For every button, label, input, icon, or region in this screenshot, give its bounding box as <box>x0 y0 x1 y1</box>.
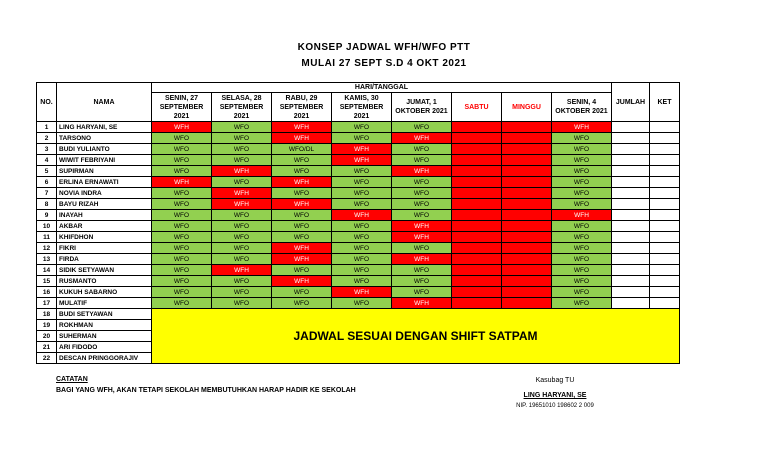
schedule-cell: WFO <box>552 188 612 199</box>
header-day: JUMAT, 1 OKTOBER 2021 <box>392 93 452 122</box>
schedule-cell: WFO <box>392 155 452 166</box>
schedule-cell <box>452 144 502 155</box>
schedule-cell <box>452 265 502 276</box>
schedule-cell <box>452 276 502 287</box>
row-number: 4 <box>37 155 57 166</box>
ket-cell <box>650 254 680 265</box>
table-row <box>37 309 680 320</box>
table-row <box>37 298 680 309</box>
table-row <box>37 133 680 144</box>
row-number: 20 <box>37 331 57 342</box>
schedule-cell: WFH <box>332 287 392 298</box>
ket-cell <box>650 144 680 155</box>
schedule-cell: WFO <box>152 243 212 254</box>
schedule-cell: WFO <box>552 232 612 243</box>
schedule-cell: WFO <box>332 232 392 243</box>
schedule-cell: WFO <box>272 265 332 276</box>
schedule-cell: WFO <box>332 177 392 188</box>
schedule-cell: WFO <box>152 276 212 287</box>
employee-name: AKBAR <box>57 221 152 232</box>
employee-name: ERLINA ERNAWATI <box>57 177 152 188</box>
row-number: 16 <box>37 287 57 298</box>
schedule-cell <box>452 254 502 265</box>
ket-cell <box>650 188 680 199</box>
schedule-cell: WFH <box>272 243 332 254</box>
schedule-cell: WFO <box>272 188 332 199</box>
schedule-cell: WFH <box>392 166 452 177</box>
table-row <box>37 221 680 232</box>
table-row <box>37 155 680 166</box>
header-nama: NAMA <box>57 83 152 122</box>
schedule-cell: WFO <box>392 122 452 133</box>
employee-name: MULATIF <box>57 298 152 309</box>
header-day-weekend: MINGGU <box>502 93 552 122</box>
schedule-cell <box>502 276 552 287</box>
employee-name: SIDIK SETYAWAN <box>57 265 152 276</box>
schedule-cell: WFH <box>272 199 332 210</box>
schedule-cell: WFO <box>212 287 272 298</box>
ket-cell <box>650 155 680 166</box>
schedule-cell <box>452 243 502 254</box>
header-no: NO. <box>37 83 57 122</box>
notes <box>56 376 356 394</box>
table-row <box>37 232 680 243</box>
schedule-cell <box>502 133 552 144</box>
schedule-cell: WFO <box>272 287 332 298</box>
table-row <box>37 276 680 287</box>
schedule-cell: WFO <box>152 254 212 265</box>
schedule-cell: WFO <box>272 232 332 243</box>
ket-cell <box>650 276 680 287</box>
schedule-cell: WFO <box>332 221 392 232</box>
header-day: SENIN, 27 SEPTEMBER 2021 <box>152 93 212 122</box>
ket-cell <box>650 177 680 188</box>
ket-cell <box>650 287 680 298</box>
schedule-cell: WFO <box>212 144 272 155</box>
schedule-cell <box>452 122 502 133</box>
table-row <box>37 243 680 254</box>
schedule-cell: WFO <box>212 155 272 166</box>
jumlah-cell <box>612 199 650 210</box>
schedule-cell: WFH <box>212 188 272 199</box>
schedule-cell <box>452 298 502 309</box>
table-row <box>37 210 680 221</box>
schedule-cell: WFH <box>552 122 612 133</box>
header-day: KAMIS, 30 SEPTEMBER 2021 <box>332 93 392 122</box>
employee-name: ROKHMAN <box>57 320 152 331</box>
schedule-cell: WFO <box>212 254 272 265</box>
employee-name: INAYAH <box>57 210 152 221</box>
schedule-cell: WFO <box>152 265 212 276</box>
table-row <box>37 188 680 199</box>
schedule-cell <box>452 177 502 188</box>
schedule-cell <box>452 210 502 221</box>
schedule-cell <box>502 254 552 265</box>
header-jumlah: JUMLAH <box>612 83 650 122</box>
schedule-cell: WFH <box>392 298 452 309</box>
schedule-cell <box>502 188 552 199</box>
schedule-cell <box>452 166 502 177</box>
schedule-cell: WFO <box>552 254 612 265</box>
schedule-cell: WFO <box>552 287 612 298</box>
jumlah-cell <box>612 210 650 221</box>
schedule-cell: WFO <box>552 265 612 276</box>
row-number: 21 <box>37 342 57 353</box>
schedule-cell: WFH <box>332 144 392 155</box>
jumlah-cell <box>612 133 650 144</box>
employee-name: ARI FIDODO <box>57 342 152 353</box>
row-number: 6 <box>37 177 57 188</box>
row-number: 11 <box>37 232 57 243</box>
table-row <box>37 122 680 133</box>
schedule-cell: WFO <box>552 276 612 287</box>
schedule-cell: WFO <box>332 133 392 144</box>
schedule-cell <box>502 221 552 232</box>
schedule-cell: WFO <box>152 144 212 155</box>
employee-name: BAYU RIZAH <box>57 199 152 210</box>
signature-block <box>500 377 610 409</box>
schedule-cell <box>502 155 552 166</box>
employee-name: WIWIT FEBRIYANI <box>57 155 152 166</box>
schedule-cell: WFH <box>392 221 452 232</box>
jumlah-cell <box>612 276 650 287</box>
notes-text: BAGI YANG WFH, AKAN TETAPI SEKOLAH MEMBUTUHKAN HARAP HADIR KE SEKOLAH <box>56 387 356 394</box>
row-number: 14 <box>37 265 57 276</box>
schedule-cell: WFO <box>152 166 212 177</box>
jumlah-cell <box>612 232 650 243</box>
signature-name: LING HARYANI, SE <box>523 392 587 399</box>
row-number: 7 <box>37 188 57 199</box>
row-number: 19 <box>37 320 57 331</box>
schedule-cell: WFO <box>552 177 612 188</box>
jumlah-cell <box>612 265 650 276</box>
ket-cell <box>650 166 680 177</box>
jumlah-cell <box>612 287 650 298</box>
row-number: 15 <box>37 276 57 287</box>
row-number: 8 <box>37 199 57 210</box>
schedule-cell: WFH <box>272 177 332 188</box>
ket-cell <box>650 133 680 144</box>
row-number: 2 <box>37 133 57 144</box>
header-ket: KET <box>650 83 680 122</box>
notes-label: CATATAN <box>56 376 88 383</box>
table-row <box>37 144 680 155</box>
ket-cell <box>650 122 680 133</box>
row-number: 17 <box>37 298 57 309</box>
employee-name: LING HARYANI, SE <box>57 122 152 133</box>
schedule-cell: WFO <box>552 221 612 232</box>
schedule-cell: WFO <box>212 210 272 221</box>
schedule-cell <box>502 243 552 254</box>
schedule-cell: WFO <box>392 265 452 276</box>
schedule-cell: WFO <box>212 298 272 309</box>
schedule-cell: WFO <box>152 210 212 221</box>
schedule-cell: WFO <box>552 199 612 210</box>
employee-name: SUPIRMAN <box>57 166 152 177</box>
row-number: 1 <box>37 122 57 133</box>
schedule-cell <box>452 188 502 199</box>
row-number: 22 <box>37 353 57 364</box>
jumlah-cell <box>612 221 650 232</box>
ket-cell <box>650 199 680 210</box>
page-title: KONSEP JADWAL WFH/WFO PTT <box>297 42 471 53</box>
jumlah-cell <box>612 243 650 254</box>
schedule-cell: WFH <box>392 133 452 144</box>
schedule-cell: WFO <box>212 221 272 232</box>
schedule-cell: WFH <box>272 122 332 133</box>
employee-name: SUHERMAN <box>57 331 152 342</box>
schedule-cell: WFO <box>392 243 452 254</box>
schedule-cell: WFO <box>152 232 212 243</box>
schedule-cell <box>502 177 552 188</box>
employee-name: TARSONO <box>57 133 152 144</box>
header-day: RABU, 29 SEPTEMBER 2021 <box>272 93 332 122</box>
ket-cell <box>650 243 680 254</box>
schedule-cell: WFO <box>552 243 612 254</box>
schedule-cell: WFO <box>152 155 212 166</box>
schedule-cell: WFH <box>212 265 272 276</box>
schedule-cell <box>502 166 552 177</box>
schedule-cell: WFO <box>152 221 212 232</box>
employee-name: RUSMANTO <box>57 276 152 287</box>
schedule-cell: WFH <box>152 122 212 133</box>
schedule-cell: WFO <box>552 155 612 166</box>
schedule-cell: WFO <box>392 210 452 221</box>
schedule-cell: WFH <box>152 177 212 188</box>
schedule-cell: WFO/DL <box>272 144 332 155</box>
schedule-cell: WFO <box>552 298 612 309</box>
schedule-cell: WFO <box>332 254 392 265</box>
schedule-cell: WFO <box>392 188 452 199</box>
jumlah-cell <box>612 122 650 133</box>
schedule-cell <box>502 199 552 210</box>
schedule-cell: WFO <box>212 232 272 243</box>
schedule-cell: WFH <box>552 210 612 221</box>
schedule-cell <box>502 265 552 276</box>
row-number: 13 <box>37 254 57 265</box>
schedule-cell: WFO <box>392 287 452 298</box>
schedule-cell: WFO <box>552 144 612 155</box>
jumlah-cell <box>612 188 650 199</box>
schedule-cell <box>502 232 552 243</box>
signature-nip: NIP. 19651010 198602 2 009 <box>516 403 594 409</box>
ket-cell <box>650 298 680 309</box>
schedule-cell: WFO <box>152 287 212 298</box>
schedule-cell: WFO <box>272 210 332 221</box>
jumlah-cell <box>612 155 650 166</box>
row-number: 5 <box>37 166 57 177</box>
schedule-cell: WFO <box>552 166 612 177</box>
schedule-cell: WFO <box>392 177 452 188</box>
schedule-cell <box>452 221 502 232</box>
schedule-cell <box>502 122 552 133</box>
jumlah-cell <box>612 144 650 155</box>
schedule-cell: WFH <box>332 155 392 166</box>
schedule-cell: WFO <box>332 166 392 177</box>
schedule-cell: WFO <box>212 133 272 144</box>
table-row <box>37 265 680 276</box>
schedule-body <box>37 122 680 364</box>
schedule-cell: WFO <box>332 243 392 254</box>
ket-cell <box>650 221 680 232</box>
schedule-cell: WFO <box>152 188 212 199</box>
schedule-cell: WFH <box>392 254 452 265</box>
schedule-cell <box>502 144 552 155</box>
employee-name: FIRDA <box>57 254 152 265</box>
row-number: 18 <box>37 309 57 320</box>
schedule-cell <box>502 298 552 309</box>
schedule-cell: WFO <box>392 144 452 155</box>
schedule-cell: WFO <box>332 188 392 199</box>
table-row <box>37 254 680 265</box>
jumlah-cell <box>612 166 650 177</box>
table-row <box>37 166 680 177</box>
schedule-cell: WFO <box>152 133 212 144</box>
schedule-cell <box>452 287 502 298</box>
schedule-cell: WFO <box>552 133 612 144</box>
header-day: SENIN, 4 OKTOBER 2021 <box>552 93 612 122</box>
employee-name: KUKUH SABARNO <box>57 287 152 298</box>
schedule-cell: WFO <box>212 122 272 133</box>
schedule-cell: WFO <box>392 276 452 287</box>
header-day: SELASA, 28 SEPTEMBER 2021 <box>212 93 272 122</box>
table-row <box>37 287 680 298</box>
schedule-cell: WFH <box>332 210 392 221</box>
jumlah-cell <box>612 177 650 188</box>
schedule-cell: WFO <box>272 155 332 166</box>
ket-cell <box>650 210 680 221</box>
schedule-cell: WFO <box>212 243 272 254</box>
employee-name: BUDI SETYAWAN <box>57 309 152 320</box>
schedule-cell: WFH <box>212 166 272 177</box>
schedule-cell: WFO <box>212 177 272 188</box>
row-number: 9 <box>37 210 57 221</box>
schedule-cell <box>502 287 552 298</box>
schedule-table <box>36 82 680 364</box>
signature-role: Kasubag TU <box>535 377 575 384</box>
employee-name: KHIFDHON <box>57 232 152 243</box>
row-number: 10 <box>37 221 57 232</box>
schedule-cell: WFO <box>272 221 332 232</box>
employee-name: NOVIA INDRA <box>57 188 152 199</box>
schedule-cell: WFO <box>332 122 392 133</box>
schedule-cell: WFO <box>272 298 332 309</box>
row-number: 3 <box>37 144 57 155</box>
schedule-cell: WFO <box>332 265 392 276</box>
schedule-cell <box>452 133 502 144</box>
schedule-cell: WFO <box>332 199 392 210</box>
schedule-cell: WFO <box>212 276 272 287</box>
employee-name: BUDI YULIANTO <box>57 144 152 155</box>
page-subtitle: MULAI 27 SEPT S.D 4 OKT 2021 <box>301 58 467 69</box>
jumlah-cell <box>612 298 650 309</box>
jumlah-cell <box>612 254 650 265</box>
row-number: 12 <box>37 243 57 254</box>
schedule-cell: WFH <box>212 199 272 210</box>
schedule-cell <box>452 232 502 243</box>
schedule-cell <box>452 199 502 210</box>
schedule-cell <box>502 210 552 221</box>
table-row <box>37 199 680 210</box>
employee-name: DESCAN PRINGGORAJIV <box>57 353 152 364</box>
schedule-cell: WFH <box>272 276 332 287</box>
schedule-cell: WFO <box>272 166 332 177</box>
schedule-cell: WFO <box>392 199 452 210</box>
employee-name: FIKRI <box>57 243 152 254</box>
ket-cell <box>650 232 680 243</box>
schedule-cell: WFO <box>152 199 212 210</box>
table-row <box>37 177 680 188</box>
satpam-notice: JADWAL SESUAI DENGAN SHIFT SATPAM <box>152 309 680 364</box>
schedule-cell: WFH <box>272 254 332 265</box>
header-hari-tanggal: HARI/TANGGAL <box>152 83 612 93</box>
schedule-cell: WFH <box>392 232 452 243</box>
header-day-weekend: SABTU <box>452 93 502 122</box>
schedule-cell: WFO <box>332 298 392 309</box>
schedule-cell <box>452 155 502 166</box>
schedule-cell: WFO <box>152 298 212 309</box>
ket-cell <box>650 265 680 276</box>
schedule-cell: WFH <box>272 133 332 144</box>
schedule-cell: WFO <box>332 276 392 287</box>
